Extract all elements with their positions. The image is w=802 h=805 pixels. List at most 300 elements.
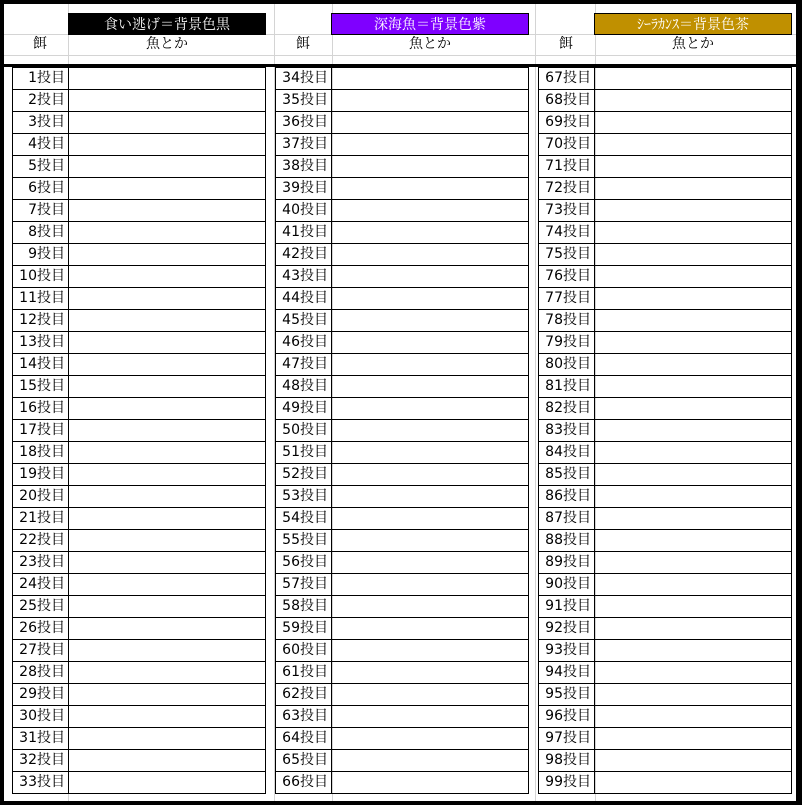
- bait-cell[interactable]: 17投目: [13, 420, 69, 441]
- bait-cell[interactable]: 30投目: [13, 706, 69, 727]
- bait-cell[interactable]: 9投目: [13, 244, 69, 265]
- table-row: [276, 68, 528, 90]
- bait-cell[interactable]: 56投目: [276, 552, 332, 573]
- bait-cell[interactable]: 32投目: [13, 750, 69, 771]
- fish-cell[interactable]: [69, 244, 265, 265]
- fish-cell[interactable]: [332, 684, 528, 705]
- fish-cell[interactable]: [332, 244, 528, 265]
- column-header-fish[interactable]: 魚とか: [146, 36, 188, 52]
- bait-cell[interactable]: 87投目: [539, 508, 595, 529]
- fish-cell[interactable]: [332, 310, 528, 331]
- table-row: [539, 288, 791, 310]
- table-row: [276, 310, 528, 332]
- fish-cell[interactable]: [69, 530, 265, 551]
- bait-cell[interactable]: 62投目: [276, 684, 332, 705]
- column-header-fish[interactable]: 魚とか: [409, 36, 451, 52]
- fish-cell[interactable]: [595, 552, 791, 573]
- bait-cell[interactable]: 38投目: [276, 156, 332, 177]
- fish-cell[interactable]: [595, 464, 791, 485]
- fish-cell[interactable]: [69, 112, 265, 133]
- table-row: [13, 398, 265, 420]
- bait-cell[interactable]: 76投目: [539, 266, 595, 287]
- fish-cell[interactable]: [595, 156, 791, 177]
- bait-cell[interactable]: 12投目: [13, 310, 69, 331]
- bait-cell[interactable]: 94投目: [539, 662, 595, 683]
- table-row: [276, 420, 528, 442]
- bait-cell[interactable]: 55投目: [276, 530, 332, 551]
- table-row: [13, 750, 265, 772]
- table-row: [276, 398, 528, 420]
- bait-cell[interactable]: 37投目: [276, 134, 332, 155]
- table-row: [13, 156, 265, 178]
- table-row: [539, 728, 791, 750]
- table-row: [13, 640, 265, 662]
- table-row: [276, 640, 528, 662]
- bait-cell[interactable]: 86投目: [539, 486, 595, 507]
- table-row: [276, 750, 528, 772]
- table-row: [13, 178, 265, 200]
- fish-cell[interactable]: [332, 530, 528, 551]
- fish-cell[interactable]: [332, 574, 528, 595]
- bait-cell[interactable]: 85投目: [539, 464, 595, 485]
- table-row: [13, 354, 265, 376]
- table-row: [276, 222, 528, 244]
- bait-cell[interactable]: 23投目: [13, 552, 69, 573]
- bait-cell[interactable]: 22投目: [13, 530, 69, 551]
- table-row: [276, 596, 528, 618]
- table-row: [13, 266, 265, 288]
- fish-cell[interactable]: [595, 376, 791, 397]
- fish-cell[interactable]: [69, 288, 265, 309]
- table-row: [13, 332, 265, 354]
- legend-purple[interactable]: 深海魚＝背景色紫: [331, 13, 529, 35]
- table-row: [13, 288, 265, 310]
- fish-cell[interactable]: [332, 354, 528, 375]
- table-row: [539, 486, 791, 508]
- table-row: [13, 112, 265, 134]
- table-row: [539, 376, 791, 398]
- table-row: [539, 662, 791, 684]
- fish-cell[interactable]: [595, 244, 791, 265]
- bait-cell[interactable]: 52投目: [276, 464, 332, 485]
- table-row: [276, 464, 528, 486]
- fish-cell[interactable]: [69, 574, 265, 595]
- fish-cell[interactable]: [595, 596, 791, 617]
- table-row: [13, 618, 265, 640]
- table-row: [276, 112, 528, 134]
- fish-cell[interactable]: [595, 332, 791, 353]
- bait-cell[interactable]: 26投目: [13, 618, 69, 639]
- bait-cell[interactable]: 75投目: [539, 244, 595, 265]
- bait-cell[interactable]: 82投目: [539, 398, 595, 419]
- bait-cell[interactable]: 6投目: [13, 178, 69, 199]
- bait-cell[interactable]: 43投目: [276, 266, 332, 287]
- column-header-bait[interactable]: 餌: [559, 36, 573, 52]
- table-row: [13, 684, 265, 706]
- bait-cell[interactable]: 19投目: [13, 464, 69, 485]
- table-row: [276, 134, 528, 156]
- bait-cell[interactable]: 44投目: [276, 288, 332, 309]
- table-row: [539, 266, 791, 288]
- fish-cell[interactable]: [595, 772, 791, 793]
- fish-cell[interactable]: [595, 68, 791, 89]
- fish-cell[interactable]: [69, 706, 265, 727]
- table-row: [539, 398, 791, 420]
- table-row: [13, 244, 265, 266]
- bait-cell[interactable]: 50投目: [276, 420, 332, 441]
- table-row: [539, 640, 791, 662]
- fish-cell[interactable]: [595, 178, 791, 199]
- bait-cell[interactable]: 15投目: [13, 376, 69, 397]
- fish-cell[interactable]: [69, 662, 265, 683]
- fish-cell[interactable]: [69, 420, 265, 441]
- fish-cell[interactable]: [69, 266, 265, 287]
- bait-cell[interactable]: 11投目: [13, 288, 69, 309]
- fish-cell[interactable]: [332, 68, 528, 89]
- frame-top: [0, 0, 802, 4]
- log-panel-2: [275, 67, 529, 794]
- bait-cell[interactable]: 5投目: [13, 156, 69, 177]
- table-row: [539, 90, 791, 112]
- fish-cell[interactable]: [332, 156, 528, 177]
- table-row: [539, 530, 791, 552]
- fish-cell[interactable]: [69, 442, 265, 463]
- bait-cell[interactable]: 47投目: [276, 354, 332, 375]
- fish-cell[interactable]: [69, 596, 265, 617]
- table-row: [276, 728, 528, 750]
- fish-cell[interactable]: [595, 200, 791, 221]
- fish-cell[interactable]: [332, 486, 528, 507]
- table-row: [539, 156, 791, 178]
- frame-left: [0, 0, 4, 805]
- bait-cell[interactable]: 2投目: [13, 90, 69, 111]
- fish-cell[interactable]: [595, 310, 791, 331]
- bait-cell[interactable]: 20投目: [13, 486, 69, 507]
- table-row: [13, 772, 265, 794]
- fish-cell[interactable]: [595, 90, 791, 111]
- table-row: [539, 134, 791, 156]
- bait-cell[interactable]: 96投目: [539, 706, 595, 727]
- table-row: [539, 552, 791, 574]
- table-row: [276, 662, 528, 684]
- bait-cell[interactable]: 67投目: [539, 68, 595, 89]
- column-header-fish[interactable]: 魚とか: [672, 36, 714, 52]
- bait-cell[interactable]: 27投目: [13, 640, 69, 661]
- bait-cell[interactable]: 89投目: [539, 552, 595, 573]
- table-row: [276, 684, 528, 706]
- fish-cell[interactable]: [595, 618, 791, 639]
- fish-cell[interactable]: [595, 442, 791, 463]
- bait-cell[interactable]: 29投目: [13, 684, 69, 705]
- frame-right: [796, 0, 802, 805]
- fish-cell[interactable]: [69, 750, 265, 771]
- table-row: [276, 178, 528, 200]
- bait-cell[interactable]: 36投目: [276, 112, 332, 133]
- table-row: [276, 442, 528, 464]
- table-row: [13, 420, 265, 442]
- bait-cell[interactable]: 59投目: [276, 618, 332, 639]
- fish-cell[interactable]: [332, 618, 528, 639]
- table-row: [276, 530, 528, 552]
- table-row: [13, 728, 265, 750]
- table-row: [276, 354, 528, 376]
- table-row: [276, 288, 528, 310]
- log-panel-3: [538, 67, 792, 794]
- bait-cell[interactable]: 18投目: [13, 442, 69, 463]
- fish-cell[interactable]: [69, 684, 265, 705]
- table-row: [13, 508, 265, 530]
- bait-cell[interactable]: 72投目: [539, 178, 595, 199]
- table-row: [13, 68, 265, 90]
- bait-cell[interactable]: 57投目: [276, 574, 332, 595]
- table-row: [539, 332, 791, 354]
- fish-cell[interactable]: [332, 222, 528, 243]
- bait-cell[interactable]: 63投目: [276, 706, 332, 727]
- fish-cell[interactable]: [69, 310, 265, 331]
- table-row: [539, 420, 791, 442]
- table-row: [276, 706, 528, 728]
- bait-cell[interactable]: 28投目: [13, 662, 69, 683]
- gridline: [535, 4, 536, 801]
- bait-cell[interactable]: 39投目: [276, 178, 332, 199]
- table-row: [539, 354, 791, 376]
- table-row: [539, 178, 791, 200]
- fish-cell[interactable]: [69, 464, 265, 485]
- bait-cell[interactable]: 97投目: [539, 728, 595, 749]
- table-row: [276, 90, 528, 112]
- fish-cell[interactable]: [595, 574, 791, 595]
- table-row: [13, 222, 265, 244]
- bait-cell[interactable]: 81投目: [539, 376, 595, 397]
- fish-cell[interactable]: [595, 706, 791, 727]
- bait-cell[interactable]: 93投目: [539, 640, 595, 661]
- fish-cell[interactable]: [595, 288, 791, 309]
- bait-cell[interactable]: 64投目: [276, 728, 332, 749]
- bait-cell[interactable]: 84投目: [539, 442, 595, 463]
- bait-cell[interactable]: 74投目: [539, 222, 595, 243]
- table-row: [539, 310, 791, 332]
- bait-cell[interactable]: 99投目: [539, 772, 595, 793]
- fish-cell[interactable]: [332, 178, 528, 199]
- fish-cell[interactable]: [595, 266, 791, 287]
- fish-cell[interactable]: [332, 266, 528, 287]
- bait-cell[interactable]: 46投目: [276, 332, 332, 353]
- bait-cell[interactable]: 78投目: [539, 310, 595, 331]
- table-row: [13, 530, 265, 552]
- bait-cell[interactable]: 40投目: [276, 200, 332, 221]
- fish-cell[interactable]: [332, 640, 528, 661]
- bait-cell[interactable]: 25投目: [13, 596, 69, 617]
- fish-cell[interactable]: [332, 508, 528, 529]
- fish-cell[interactable]: [69, 772, 265, 793]
- fish-cell[interactable]: [595, 420, 791, 441]
- bait-cell[interactable]: 66投目: [276, 772, 332, 793]
- table-row: [539, 574, 791, 596]
- table-row: [539, 464, 791, 486]
- fish-cell[interactable]: [69, 486, 265, 507]
- table-row: [276, 266, 528, 288]
- bait-cell[interactable]: 60投目: [276, 640, 332, 661]
- fish-cell[interactable]: [595, 684, 791, 705]
- bait-cell[interactable]: 41投目: [276, 222, 332, 243]
- fish-cell[interactable]: [595, 662, 791, 683]
- bait-cell[interactable]: 16投目: [13, 398, 69, 419]
- table-row: [276, 486, 528, 508]
- table-row: [539, 222, 791, 244]
- bait-cell[interactable]: 69投目: [539, 112, 595, 133]
- bait-cell[interactable]: 70投目: [539, 134, 595, 155]
- legend-black[interactable]: 食い逃げ＝背景色黒: [68, 13, 266, 35]
- frame-bottom: [0, 801, 802, 805]
- log-panel-1: [12, 67, 266, 794]
- table-row: [276, 618, 528, 640]
- table-row: [276, 508, 528, 530]
- fish-cell[interactable]: [595, 222, 791, 243]
- gridline: [4, 55, 796, 56]
- fish-cell[interactable]: [69, 376, 265, 397]
- bait-cell[interactable]: 98投目: [539, 750, 595, 771]
- fish-cell[interactable]: [332, 112, 528, 133]
- fish-cell[interactable]: [69, 398, 265, 419]
- fish-cell[interactable]: [595, 398, 791, 419]
- fish-cell[interactable]: [69, 68, 265, 89]
- table-row: [276, 332, 528, 354]
- bait-cell[interactable]: 77投目: [539, 288, 595, 309]
- table-row: [539, 618, 791, 640]
- table-row: [276, 574, 528, 596]
- table-row: [539, 200, 791, 222]
- bait-cell[interactable]: 13投目: [13, 332, 69, 353]
- bait-cell[interactable]: 42投目: [276, 244, 332, 265]
- bait-cell[interactable]: 58投目: [276, 596, 332, 617]
- fish-cell[interactable]: [69, 90, 265, 111]
- table-row: [13, 552, 265, 574]
- fish-cell[interactable]: [332, 442, 528, 463]
- table-row: [13, 310, 265, 332]
- fish-cell[interactable]: [69, 222, 265, 243]
- bait-cell[interactable]: 53投目: [276, 486, 332, 507]
- bait-cell[interactable]: 24投目: [13, 574, 69, 595]
- bait-cell[interactable]: 73投目: [539, 200, 595, 221]
- fish-cell[interactable]: [332, 772, 528, 793]
- bait-cell[interactable]: 80投目: [539, 354, 595, 375]
- bait-cell[interactable]: 83投目: [539, 420, 595, 441]
- fish-cell[interactable]: [595, 640, 791, 661]
- bait-cell[interactable]: 65投目: [276, 750, 332, 771]
- bait-cell[interactable]: 88投目: [539, 530, 595, 551]
- bait-cell[interactable]: 4投目: [13, 134, 69, 155]
- fish-cell[interactable]: [69, 332, 265, 353]
- fish-cell[interactable]: [595, 134, 791, 155]
- fish-cell[interactable]: [69, 552, 265, 573]
- bait-cell[interactable]: 33投目: [13, 772, 69, 793]
- fish-cell[interactable]: [332, 464, 528, 485]
- bait-cell[interactable]: 48投目: [276, 376, 332, 397]
- fish-cell[interactable]: [595, 486, 791, 507]
- bait-cell[interactable]: 92投目: [539, 618, 595, 639]
- bait-cell[interactable]: 91投目: [539, 596, 595, 617]
- bait-cell[interactable]: 71投目: [539, 156, 595, 177]
- table-row: [539, 772, 791, 794]
- bait-cell[interactable]: 45投目: [276, 310, 332, 331]
- fish-cell[interactable]: [595, 728, 791, 749]
- fish-cell[interactable]: [332, 596, 528, 617]
- bait-cell[interactable]: 49投目: [276, 398, 332, 419]
- fish-cell[interactable]: [595, 112, 791, 133]
- bait-cell[interactable]: 95投目: [539, 684, 595, 705]
- table-row: [13, 90, 265, 112]
- fish-cell[interactable]: [69, 178, 265, 199]
- legend-brown[interactable]: ｼｰﾗｶﾝｽ＝背景色茶: [594, 13, 792, 35]
- bait-cell[interactable]: 1投目: [13, 68, 69, 89]
- bait-cell[interactable]: 68投目: [539, 90, 595, 111]
- bait-cell[interactable]: 3投目: [13, 112, 69, 133]
- bait-cell[interactable]: 10投目: [13, 266, 69, 287]
- table-row: [276, 552, 528, 574]
- fish-cell[interactable]: [332, 728, 528, 749]
- table-row: [276, 772, 528, 794]
- bait-cell[interactable]: 79投目: [539, 332, 595, 353]
- fish-cell[interactable]: [332, 398, 528, 419]
- fish-cell[interactable]: [332, 288, 528, 309]
- bait-cell[interactable]: 34投目: [276, 68, 332, 89]
- bait-cell[interactable]: 90投目: [539, 574, 595, 595]
- table-row: [13, 442, 265, 464]
- table-row: [539, 508, 791, 530]
- table-row: [539, 750, 791, 772]
- table-row: [13, 574, 265, 596]
- column-header-bait[interactable]: 餌: [33, 36, 47, 52]
- fish-cell[interactable]: [69, 354, 265, 375]
- fish-cell[interactable]: [332, 552, 528, 573]
- bait-cell[interactable]: 51投目: [276, 442, 332, 463]
- table-row: [13, 464, 265, 486]
- fish-cell[interactable]: [332, 662, 528, 683]
- table-row: [539, 244, 791, 266]
- fish-cell[interactable]: [69, 156, 265, 177]
- fish-cell[interactable]: [69, 200, 265, 221]
- column-header-bait[interactable]: 餌: [296, 36, 310, 52]
- bait-cell[interactable]: 21投目: [13, 508, 69, 529]
- bait-cell[interactable]: 54投目: [276, 508, 332, 529]
- bait-cell[interactable]: 8投目: [13, 222, 69, 243]
- fish-cell[interactable]: [69, 134, 265, 155]
- bait-cell[interactable]: 14投目: [13, 354, 69, 375]
- table-row: [13, 706, 265, 728]
- fish-cell[interactable]: [595, 354, 791, 375]
- bait-cell[interactable]: 61投目: [276, 662, 332, 683]
- fish-cell[interactable]: [69, 640, 265, 661]
- fish-cell[interactable]: [595, 530, 791, 551]
- fish-cell[interactable]: [69, 728, 265, 749]
- fish-cell[interactable]: [69, 508, 265, 529]
- fish-cell[interactable]: [69, 618, 265, 639]
- bait-cell[interactable]: 7投目: [13, 200, 69, 221]
- fish-cell[interactable]: [332, 200, 528, 221]
- table-row: [539, 706, 791, 728]
- fish-cell[interactable]: [332, 134, 528, 155]
- fish-cell[interactable]: [595, 508, 791, 529]
- fish-cell[interactable]: [595, 750, 791, 771]
- fish-cell[interactable]: [332, 706, 528, 727]
- bait-cell[interactable]: 35投目: [276, 90, 332, 111]
- fish-cell[interactable]: [332, 376, 528, 397]
- fish-cell[interactable]: [332, 750, 528, 771]
- fish-cell[interactable]: [332, 332, 528, 353]
- fish-cell[interactable]: [332, 90, 528, 111]
- bait-cell[interactable]: 31投目: [13, 728, 69, 749]
- fish-cell[interactable]: [332, 420, 528, 441]
